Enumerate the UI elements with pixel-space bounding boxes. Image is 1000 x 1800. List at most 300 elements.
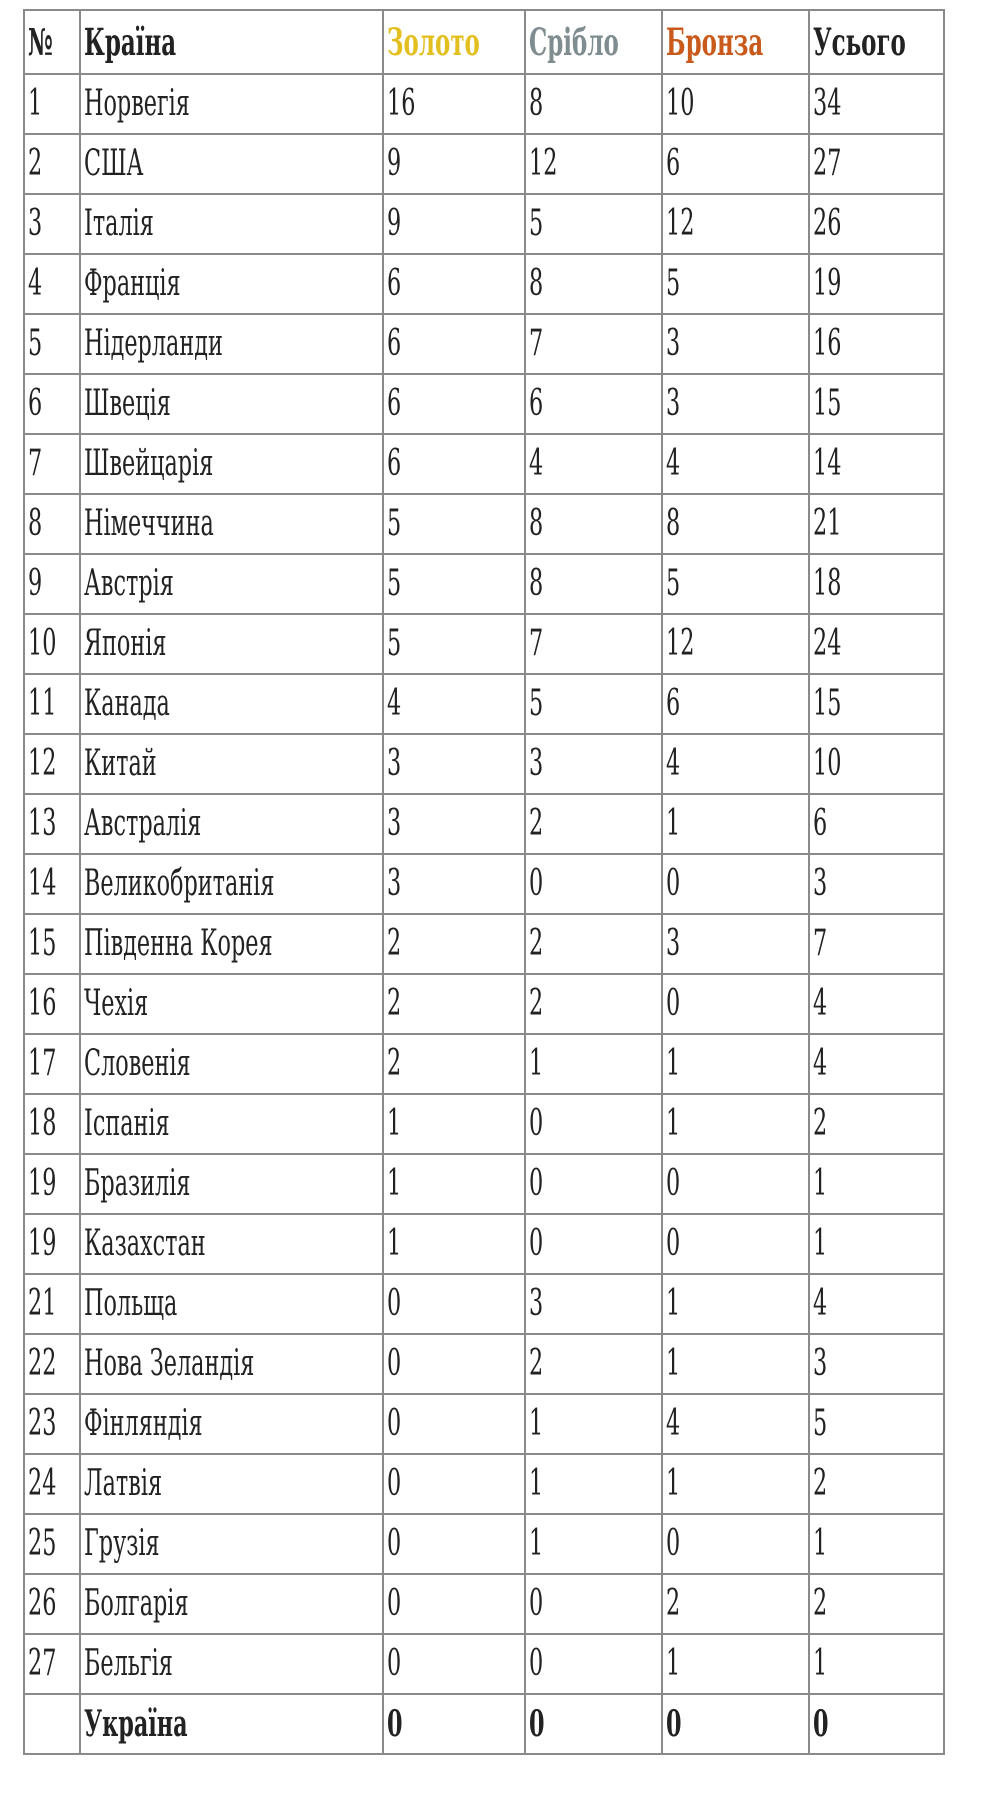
cell-silver-value: 0 (529, 1703, 545, 1745)
cell-silver-value: 0 (529, 1103, 544, 1144)
cell-rank-value: 19 (28, 1163, 57, 1204)
cell-total-value: 1 (813, 1223, 828, 1264)
cell-rank (24, 254, 80, 314)
cell-rank-value: 27 (28, 1643, 57, 1684)
cell-country-value: Словенія (84, 1043, 191, 1084)
cell-country-value: Нова Зеландія (84, 1343, 255, 1384)
cell-silver (525, 854, 662, 914)
cell-bronze (662, 74, 809, 134)
cell-rank (24, 674, 80, 734)
cell-rank (24, 1634, 80, 1694)
cell-gold (383, 1634, 525, 1694)
cell-total-value: 6 (813, 803, 828, 844)
cell-silver (525, 1574, 662, 1634)
cell-total-value: 18 (813, 563, 842, 604)
cell-rank (24, 374, 80, 434)
cell-bronze-value: 12 (666, 203, 695, 244)
cell-country-value: Канада (84, 683, 170, 724)
cell-gold-value: 0 (387, 1463, 402, 1504)
table-row (24, 1514, 944, 1574)
cell-country-value: Латвія (84, 1463, 163, 1504)
cell-rank (24, 614, 80, 674)
cell-country-value: Швеція (84, 383, 171, 424)
cell-rank-value: 2 (28, 143, 43, 184)
cell-silver (525, 794, 662, 854)
cell-silver (525, 494, 662, 554)
table-row (24, 974, 944, 1034)
cell-bronze-value: 4 (666, 743, 681, 784)
cell-country-value: Японія (84, 623, 167, 664)
cell-gold-value: 5 (387, 503, 402, 544)
cell-bronze-value: 8 (666, 503, 681, 544)
header-bronze (662, 10, 809, 74)
cell-bronze (662, 1514, 809, 1574)
cell-gold-value: 2 (387, 1043, 402, 1084)
cell-bronze (662, 794, 809, 854)
cell-total (809, 1574, 944, 1634)
cell-gold (383, 74, 525, 134)
cell-rank-value: 11 (28, 683, 57, 724)
cell-gold (383, 1514, 525, 1574)
cell-rank-value: 24 (28, 1463, 57, 1504)
cell-total (809, 74, 944, 134)
cell-bronze (662, 1634, 809, 1694)
cell-silver (525, 1154, 662, 1214)
cell-bronze-value: 0 (666, 1223, 681, 1264)
cell-country (80, 1634, 383, 1694)
cell-silver-value: 4 (529, 443, 544, 484)
cell-bronze (662, 374, 809, 434)
cell-country (80, 1694, 383, 1754)
table-row (24, 674, 944, 734)
cell-bronze-value: 4 (666, 443, 681, 484)
cell-gold-value: 0 (387, 1703, 403, 1745)
cell-country-value: Польща (84, 1283, 178, 1324)
cell-rank-value: 13 (28, 803, 57, 844)
cell-silver-value: 2 (529, 983, 544, 1024)
cell-bronze (662, 1154, 809, 1214)
table-row (24, 1034, 944, 1094)
cell-silver-value: 0 (529, 1223, 544, 1264)
cell-total (809, 1214, 944, 1274)
cell-silver (525, 1514, 662, 1574)
cell-gold-value: 1 (387, 1223, 402, 1264)
cell-total (809, 914, 944, 974)
cell-country (80, 134, 383, 194)
cell-country (80, 374, 383, 434)
cell-rank-value: 18 (28, 1103, 57, 1144)
cell-gold (383, 194, 525, 254)
cell-silver-value: 1 (529, 1403, 544, 1444)
cell-bronze-value: 6 (666, 143, 681, 184)
cell-country-value: Іспанія (84, 1103, 170, 1144)
cell-country (80, 1514, 383, 1574)
cell-total-value: 2 (813, 1103, 828, 1144)
cell-bronze (662, 1094, 809, 1154)
cell-silver-value: 7 (529, 323, 544, 364)
cell-total-value: 1 (813, 1523, 828, 1564)
cell-gold (383, 1454, 525, 1514)
cell-bronze-value: 5 (666, 563, 681, 604)
cell-bronze (662, 974, 809, 1034)
cell-total (809, 614, 944, 674)
cell-bronze (662, 434, 809, 494)
cell-total-value: 1 (813, 1643, 828, 1684)
cell-total-value: 24 (813, 623, 842, 664)
cell-gold-value: 0 (387, 1643, 402, 1684)
cell-country-value: Бельгія (84, 1643, 173, 1684)
cell-silver (525, 974, 662, 1034)
cell-rank (24, 494, 80, 554)
cell-silver-value: 0 (529, 1163, 544, 1204)
cell-total (809, 1394, 944, 1454)
cell-total-value: 1 (813, 1163, 828, 1204)
cell-gold (383, 134, 525, 194)
cell-silver (525, 1034, 662, 1094)
table-row (24, 434, 944, 494)
cell-silver-value: 2 (529, 1343, 544, 1384)
cell-silver-value: 0 (529, 863, 544, 904)
cell-gold-value: 9 (387, 143, 402, 184)
cell-total-value: 4 (813, 1283, 828, 1324)
cell-total (809, 1454, 944, 1514)
cell-gold (383, 614, 525, 674)
cell-country (80, 914, 383, 974)
table-row (24, 1634, 944, 1694)
cell-total-value: 34 (813, 83, 842, 124)
cell-silver (525, 314, 662, 374)
cell-rank (24, 434, 80, 494)
cell-rank-value: 23 (28, 1403, 57, 1444)
cell-bronze (662, 1574, 809, 1634)
cell-country (80, 554, 383, 614)
cell-rank (24, 1574, 80, 1634)
cell-total-value: 19 (813, 263, 842, 304)
header-total-label: Усього (813, 20, 906, 64)
cell-rank (24, 914, 80, 974)
cell-rank (24, 1274, 80, 1334)
cell-country (80, 734, 383, 794)
cell-total (809, 554, 944, 614)
cell-bronze-value: 0 (666, 1703, 682, 1745)
cell-silver-value: 1 (529, 1463, 544, 1504)
header-country-label: Країна (84, 20, 177, 64)
cell-gold (383, 1274, 525, 1334)
cell-total-value: 16 (813, 323, 842, 364)
cell-bronze-value: 10 (666, 83, 695, 124)
cell-silver-value: 1 (529, 1523, 544, 1564)
header-rank (24, 10, 80, 74)
cell-bronze-value: 0 (666, 1163, 681, 1204)
cell-gold (383, 734, 525, 794)
cell-silver-value: 8 (529, 503, 544, 544)
cell-silver-value: 8 (529, 83, 544, 124)
cell-total (809, 374, 944, 434)
table-row (24, 554, 944, 614)
cell-rank-value: 25 (28, 1523, 57, 1564)
cell-silver-value: 6 (529, 383, 544, 424)
cell-total (809, 494, 944, 554)
cell-bronze (662, 134, 809, 194)
cell-silver (525, 674, 662, 734)
cell-rank-value: 4 (28, 263, 43, 304)
cell-rank (24, 194, 80, 254)
cell-total-value: 14 (813, 443, 842, 484)
header-silver-label: Срібло (529, 20, 619, 64)
cell-total (809, 1334, 944, 1394)
cell-country (80, 1154, 383, 1214)
table-row (24, 374, 944, 434)
cell-silver (525, 1214, 662, 1274)
cell-total-value: 4 (813, 983, 828, 1024)
cell-rank-value: 3 (28, 203, 43, 244)
cell-gold (383, 1694, 525, 1754)
cell-gold (383, 914, 525, 974)
cell-rank-value: 26 (28, 1583, 57, 1624)
cell-bronze (662, 614, 809, 674)
cell-silver (525, 1634, 662, 1694)
cell-bronze (662, 1274, 809, 1334)
cell-bronze (662, 1034, 809, 1094)
cell-rank-value: 6 (28, 383, 43, 424)
header-country (80, 10, 383, 74)
cell-country-value: Австралія (84, 803, 202, 844)
cell-country (80, 314, 383, 374)
cell-total (809, 434, 944, 494)
cell-bronze-value: 0 (666, 1523, 681, 1564)
cell-country-value: США (84, 143, 144, 184)
cell-silver (525, 734, 662, 794)
cell-bronze-value: 4 (666, 1403, 681, 1444)
cell-silver-value: 3 (529, 743, 544, 784)
cell-country-value: Франція (84, 263, 181, 304)
cell-rank (24, 1094, 80, 1154)
cell-rank-value: 10 (28, 623, 57, 664)
cell-rank (24, 1514, 80, 1574)
cell-bronze-value: 0 (666, 863, 681, 904)
cell-country (80, 614, 383, 674)
cell-gold-value: 3 (387, 803, 402, 844)
cell-gold-value: 1 (387, 1163, 402, 1204)
cell-country-value: Німеччина (84, 503, 214, 544)
cell-total-value: 21 (813, 503, 842, 544)
cell-silver (525, 74, 662, 134)
table-row (24, 1574, 944, 1634)
cell-total-value: 27 (813, 143, 842, 184)
cell-country (80, 974, 383, 1034)
cell-total-value: 15 (813, 683, 842, 724)
cell-country (80, 254, 383, 314)
table-row (24, 314, 944, 374)
cell-silver-value: 2 (529, 803, 544, 844)
table-row (24, 1154, 944, 1214)
cell-total (809, 194, 944, 254)
cell-gold (383, 254, 525, 314)
cell-country-value: Китай (84, 743, 157, 784)
header-rank-label: № (28, 20, 53, 64)
cell-bronze (662, 1454, 809, 1514)
cell-bronze (662, 1394, 809, 1454)
cell-gold-value: 2 (387, 983, 402, 1024)
cell-total (809, 1154, 944, 1214)
cell-rank-value: 5 (28, 323, 43, 364)
table-row (24, 194, 944, 254)
cell-country-value: Фінляндія (84, 1403, 203, 1444)
cell-country (80, 1574, 383, 1634)
header-row (24, 10, 944, 74)
cell-country (80, 194, 383, 254)
cell-gold (383, 314, 525, 374)
table-row (24, 74, 944, 134)
cell-gold (383, 1334, 525, 1394)
cell-country-value: Південна Корея (84, 923, 273, 964)
cell-silver (525, 554, 662, 614)
header-silver (525, 10, 662, 74)
cell-bronze (662, 554, 809, 614)
cell-country (80, 1034, 383, 1094)
cell-silver (525, 1094, 662, 1154)
header-total (809, 10, 944, 74)
table-row (24, 1094, 944, 1154)
cell-gold-value: 9 (387, 203, 402, 244)
cell-bronze (662, 1694, 809, 1754)
cell-silver (525, 1454, 662, 1514)
medal-table (23, 9, 945, 1755)
table-row (24, 734, 944, 794)
cell-bronze-value: 2 (666, 1583, 681, 1624)
table-row (24, 254, 944, 314)
cell-bronze (662, 674, 809, 734)
cell-total-value: 2 (813, 1583, 828, 1624)
cell-bronze (662, 1334, 809, 1394)
cell-gold-value: 3 (387, 743, 402, 784)
cell-gold-value: 5 (387, 563, 402, 604)
cell-rank (24, 734, 80, 794)
table-row (24, 854, 944, 914)
table-row (24, 1454, 944, 1514)
cell-gold (383, 1394, 525, 1454)
cell-silver (525, 1394, 662, 1454)
cell-gold (383, 554, 525, 614)
cell-total-value: 7 (813, 923, 828, 964)
cell-gold-value: 0 (387, 1523, 402, 1564)
cell-gold (383, 674, 525, 734)
cell-country-value: Нідерланди (84, 323, 223, 364)
cell-total (809, 314, 944, 374)
cell-country (80, 494, 383, 554)
cell-gold-value: 4 (387, 683, 402, 724)
cell-country (80, 1214, 383, 1274)
cell-total-value: 0 (813, 1703, 829, 1745)
cell-country (80, 1274, 383, 1334)
cell-gold (383, 1574, 525, 1634)
table-row (24, 134, 944, 194)
cell-gold (383, 1154, 525, 1214)
cell-country-value: Казахстан (84, 1223, 206, 1264)
cell-country-value: Бразилія (84, 1163, 191, 1204)
cell-total (809, 854, 944, 914)
cell-rank-value: 7 (28, 443, 43, 484)
cell-rank-value: 15 (28, 923, 57, 964)
cell-silver (525, 914, 662, 974)
cell-silver (525, 434, 662, 494)
cell-gold-value: 6 (387, 383, 402, 424)
cell-rank (24, 1694, 80, 1754)
cell-total-value: 3 (813, 863, 828, 904)
cell-country (80, 1454, 383, 1514)
cell-rank (24, 1034, 80, 1094)
cell-total (809, 734, 944, 794)
cell-bronze-value: 1 (666, 1343, 681, 1384)
cell-silver-value: 8 (529, 563, 544, 604)
cell-bronze (662, 494, 809, 554)
cell-total (809, 974, 944, 1034)
cell-silver (525, 134, 662, 194)
cell-gold-value: 3 (387, 863, 402, 904)
cell-silver-value: 8 (529, 263, 544, 304)
cell-silver (525, 1274, 662, 1334)
cell-silver-value: 3 (529, 1283, 544, 1324)
cell-rank (24, 314, 80, 374)
cell-country-value: Австрія (84, 563, 174, 604)
cell-silver (525, 254, 662, 314)
cell-country (80, 854, 383, 914)
cell-country (80, 434, 383, 494)
cell-country (80, 674, 383, 734)
cell-rank (24, 134, 80, 194)
cell-bronze-value: 6 (666, 683, 681, 724)
cell-silver-value: 1 (529, 1043, 544, 1084)
cell-country-value: Швейцарія (84, 443, 214, 484)
cell-bronze (662, 194, 809, 254)
cell-bronze-value: 5 (666, 263, 681, 304)
cell-gold-value: 6 (387, 323, 402, 364)
header-gold (383, 10, 525, 74)
cell-bronze-value: 1 (666, 1043, 681, 1084)
cell-gold-value: 0 (387, 1343, 402, 1384)
header-gold-label: Золото (387, 20, 480, 64)
cell-rank (24, 794, 80, 854)
cell-total (809, 1274, 944, 1334)
cell-country (80, 1094, 383, 1154)
table-row (24, 494, 944, 554)
cell-gold-value: 5 (387, 623, 402, 664)
cell-total-value: 10 (813, 743, 842, 784)
cell-rank-value: 1 (28, 83, 43, 124)
cell-total-value: 15 (813, 383, 842, 424)
cell-total (809, 674, 944, 734)
cell-rank (24, 1334, 80, 1394)
cell-gold-value: 1 (387, 1103, 402, 1144)
cell-total-value: 2 (813, 1463, 828, 1504)
cell-bronze-value: 3 (666, 323, 681, 364)
cell-bronze-value: 0 (666, 983, 681, 1024)
cell-country (80, 74, 383, 134)
table-row (24, 1214, 944, 1274)
cell-country-value: Болгарія (84, 1583, 189, 1624)
cell-silver (525, 194, 662, 254)
cell-gold (383, 794, 525, 854)
table-row (24, 794, 944, 854)
cell-bronze-value: 1 (666, 1283, 681, 1324)
cell-gold-value: 6 (387, 443, 402, 484)
cell-gold-value: 0 (387, 1283, 402, 1324)
cell-gold (383, 494, 525, 554)
table-row-highlight (24, 1694, 944, 1754)
cell-bronze-value: 3 (666, 923, 681, 964)
cell-silver-value: 0 (529, 1643, 544, 1684)
cell-total (809, 1694, 944, 1754)
